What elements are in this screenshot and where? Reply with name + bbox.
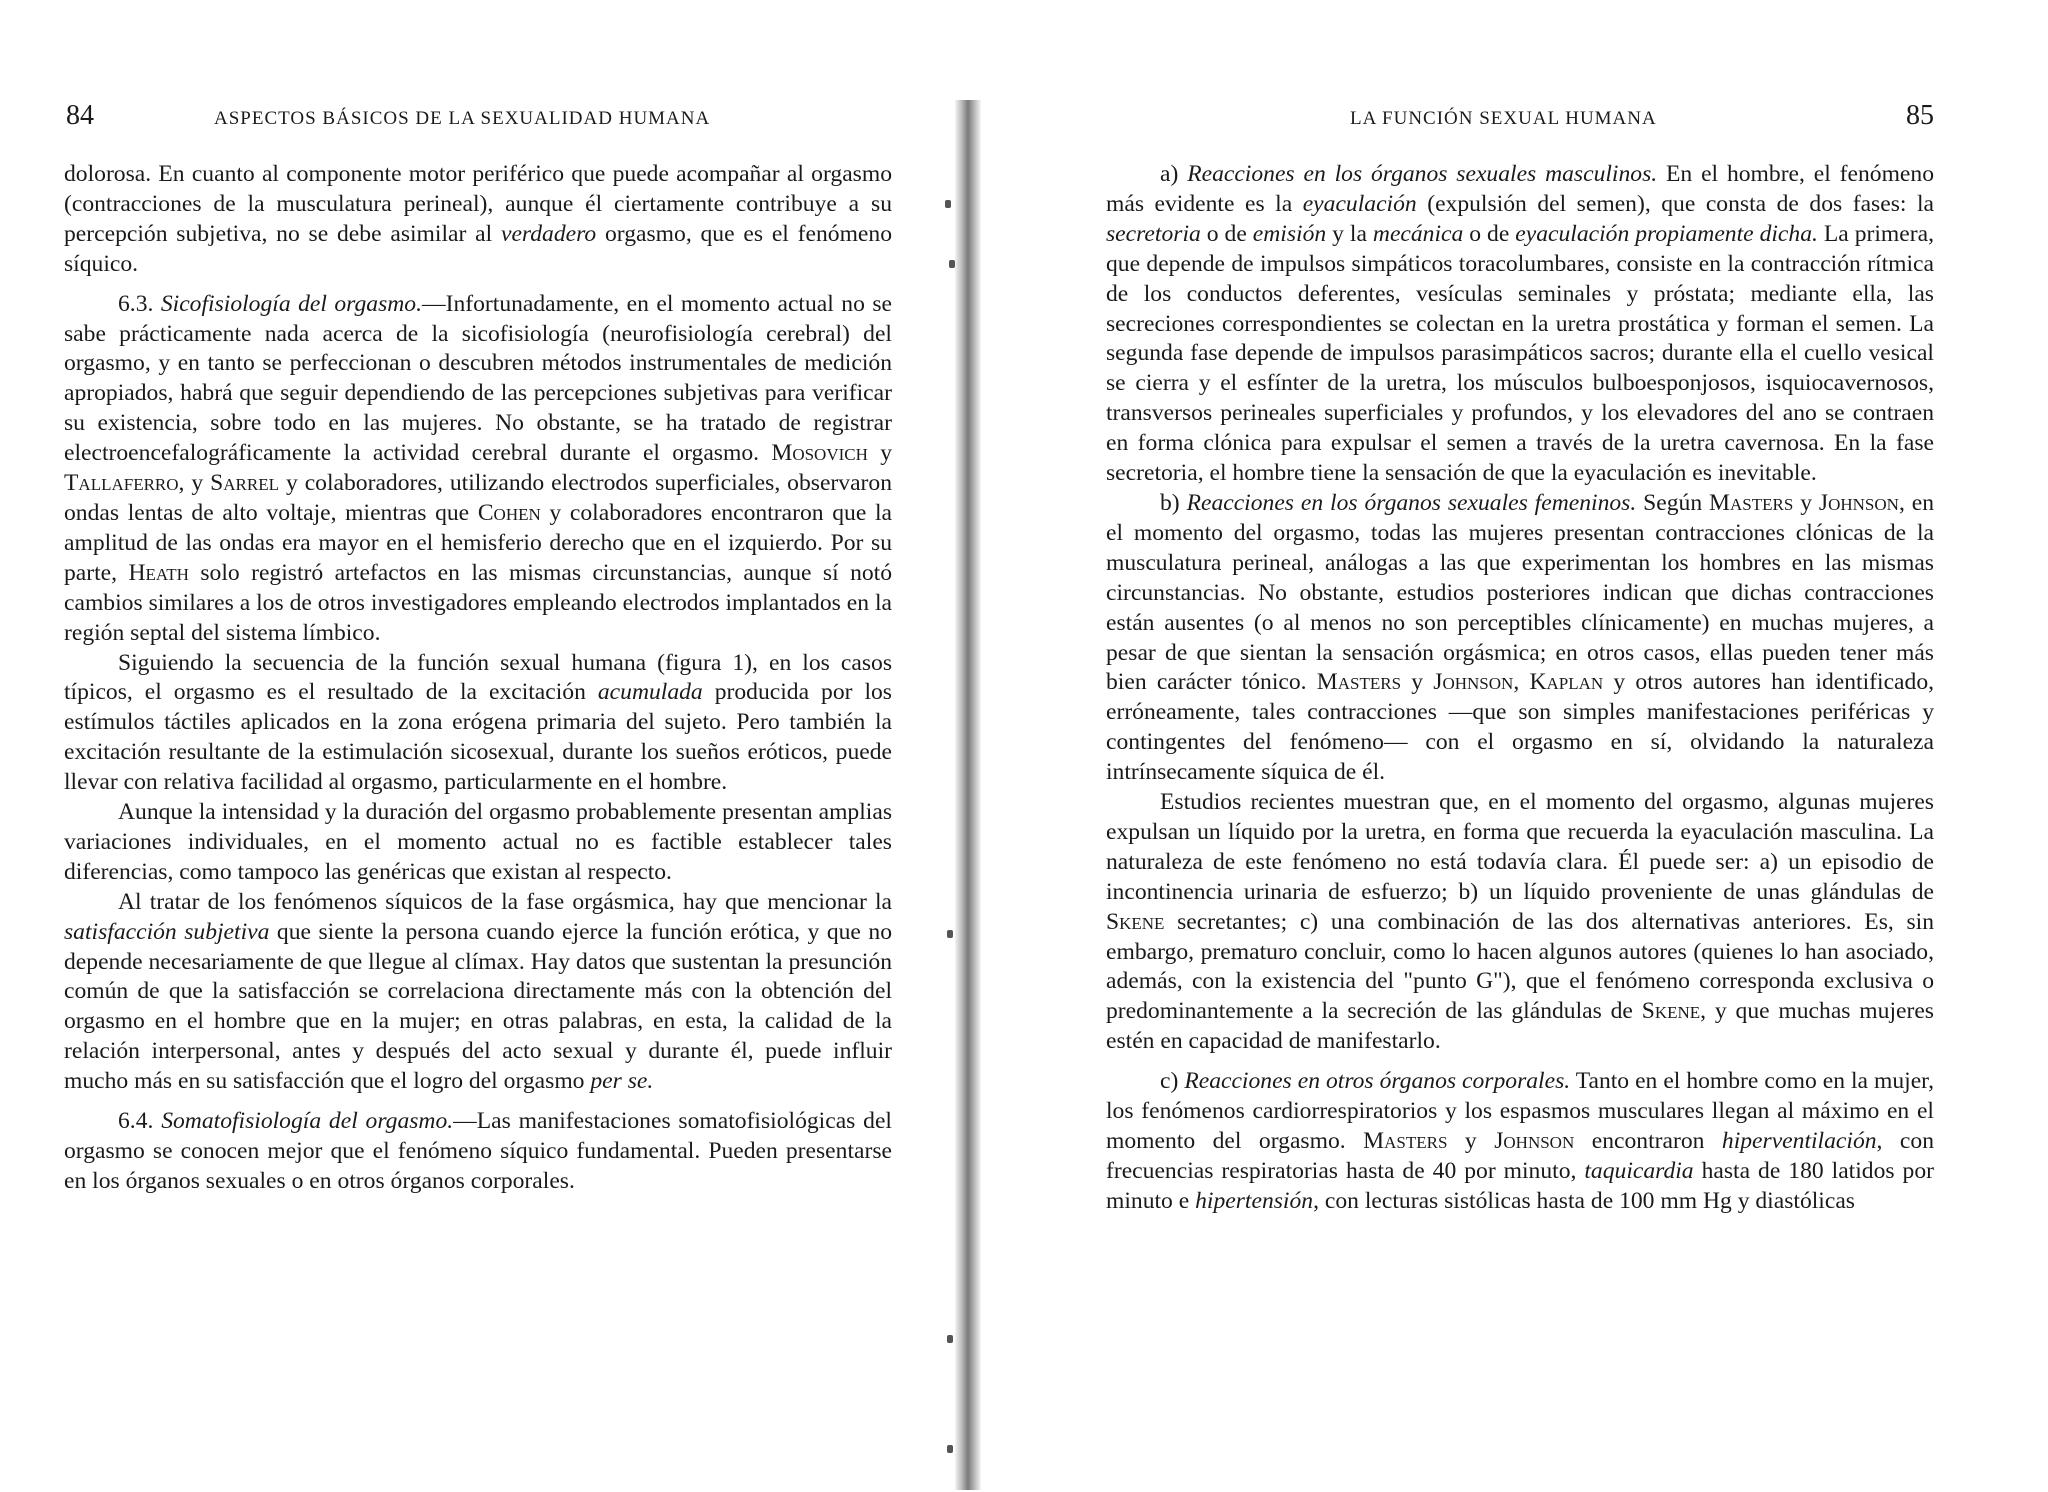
left-page — [64, 0, 892, 1492]
gutter-mark — [947, 1445, 953, 1453]
section-number: 6.3. — [118, 290, 154, 317]
left-page-header — [64, 100, 892, 140]
section-6-4: 6.4. Somatofisiología del orgasmo.—Las manifestaciones somatofisiológicas del orgasmo se conocen mejor que el fenómeno síquico fundamental. Pueden presentarse en los órganos sexuales o en otros órganos corporales. — [64, 1108, 892, 1194]
book-gutter — [955, 100, 981, 1490]
gutter-mark — [947, 930, 953, 938]
section-6-3: 6.3. Sicofisiología del orgasmo.—Infortunadamente, en el momento actual no se sabe prácticamente nada acerca de la sicofisiología (neurofisiología cerebral) del orgasmo, y en tanto se perfeccionan o descubren métodos instrumentales de medición apropiados, habrá que seguir dependiendo de las percepciones subjetivas para verificar su existencia, sobre todo en las mujeres. No obstante, se ha tratado de registrar electroencefalográficamente la actividad cerebral durante el orgasmo. Mosovich y Tallaferro, y Sarrel y colaboradores, utilizando electrodos superficiales, observaron ondas lentas de alto voltaje, mientras que Cohen y colaboradores encontraron que la amplitud de las ondas era mayor en el hemisferio derecho que en el izquierdo. Por su parte, Heath solo registró artefactos en las mismas circunstancias, aunque sí notó cambios similares a los de otros investigadores empleando electrodos implantados en la región septal del sistema límbico. — [64, 290, 893, 646]
section-title: Somatofisiología del orgasmo. — [161, 1108, 454, 1135]
subsection-a: a) Reacciones en los órganos sexuales masculinos. En el hombre, el fenómeno más evidente es la eyaculación (expulsión del semen), que consta de dos fases: la secretoria o de emisión y la mecánica o de eyaculación propiamente dicha. La primera, que depende de impulsos simpáticos toracolumbares, consiste en la contracción rítmica de los conductos deferentes, vesículas seminales y próstata; mediante ella, las secreciones correspondientes se colectan en la uretra prostática y forman el semen. La segunda fase depende de impulsos parasimpáticos sacros; durante ella el cuello vesical se cierra y el esfínter de la uretra, los músculos bulboesponjosos, isquiocavernosos, transversos perineales superficiales y profundos, y los elevadores del ano se contraen en forma clónica para expulsar el semen a través de la uretra cavernosa. En la fase secretoria, el hombre tiene la sensación de que la eyaculación es inevitable. — [1106, 161, 1934, 487]
right-page-header — [1106, 100, 1934, 140]
section-number: 6.4. — [118, 1108, 154, 1135]
page-number: 85 — [1906, 100, 1934, 131]
paragraph: dolorosa. En cuanto al componente motor periférico que puede acompañar al orgasmo (contracciones de la musculatura perineal), aunque él ciertamente contribuye a su percepción subjetiva, no se debe asimilar al verdadero orgasmo, que es el fenómeno síquico. — [64, 161, 892, 277]
paragraph: Aunque la intensidad y la duración del orgasmo probablemente presentan amplias variaciones individuales, en el momento actual no es factible establecer tales diferencias, como tampoco las genéricas que existan al respecto. — [64, 799, 892, 885]
page-number: 84 — [66, 100, 94, 131]
right-page — [1106, 0, 1934, 1492]
subsection-title: Reacciones en los órganos sexuales femeninos. — [1186, 489, 1637, 516]
left-page-body — [64, 160, 892, 1197]
running-head: LA FUNCIÓN SEXUAL HUMANA — [1350, 108, 1657, 129]
subsection-b: b) Reacciones en los órganos sexuales femeninos. Según Masters y Johnson, en el momento del orgasmo, todas las mujeres presentan contracciones clónicas de la musculatura perineal, análogas a las que experimentan los hombres en las mismas circunstancias. No obstante, estudios posteriores indican que dichas contracciones están ausentes (o al menos no son perceptibles clínicamente) en muchas mujeres, a pesar de que sientan la sensación orgásmica; en otros casos, ellas pueden tener más bien carácter tónico. Masters y Johnson, Kaplan y otros autores han identificado, erróneamente, tales contracciones —que son simples manifestaciones periféricas y contingentes del fenómeno— con el orgasmo en sí, olvidando la naturaleza intrínsecamente síquica de él. — [1106, 489, 1935, 786]
gutter-mark — [949, 260, 955, 268]
running-head: ASPECTOS BÁSICOS DE LA SEXUALIDAD HUMANA — [214, 108, 711, 129]
subsection-c: c) Reacciones en otros órganos corporales. Tanto en el hombre como en la mujer, los fenómenos cardiorrespiratorios y los espasmos musculares llegan al máximo en el momento del orgasmo. Masters y Johnson encontraron hiperventilación, con frecuencias respiratorias hasta de 40 por minuto, taquicardia hasta de 180 latidos por minuto e hipertensión, con lecturas sistólicas hasta de 100 mm Hg y diastólicas — [1106, 1068, 1935, 1214]
paragraph: Siguiendo la secuencia de la función sexual humana (figura 1), en los casos típicos, el orgasmo es el resultado de la excitación acumulada producida por los estímulos táctiles aplicados en la zona erógena primaria del sujeto. Pero también la excitación resultante de la estimulación sicosexual, durante los sueños eróticos, puede llevar con relativa facilidad al orgasmo, particularmente en el hombre. — [64, 649, 892, 796]
gutter-mark — [947, 1335, 953, 1343]
subsection-title: Reacciones en los órganos sexuales masculinos. — [1187, 161, 1658, 187]
section-title: Sicofisiología del orgasmo. — [160, 290, 422, 317]
subsection-title: Reacciones en otros órganos corporales. — [1184, 1068, 1571, 1095]
gutter-mark — [945, 200, 951, 208]
paragraph: Al tratar de los fenómenos síquicos de la fase orgásmica, hay que mencionar la satisfacción subjetiva que siente la persona cuando ejerce la función erótica, y que no depende necesariamente de que llegue al clímax. Hay datos que sustentan la presunción común de que la satisfacción se correlaciona directamente más con la obtención del orgasmo en el hombre que en la mujer; en otras palabras, en esta, la calidad de la relación interpersonal, antes y después del acto sexual y durante él, puede influir mucho más en su satisfacción que el logro del orgasmo per se. — [64, 888, 892, 1095]
right-page-body — [1106, 160, 1934, 1217]
paragraph: Estudios recientes muestran que, en el momento del orgasmo, algunas mujeres expulsan un líquido por la uretra, en forma que recuerda la eyaculación masculina. La naturaleza de este fenómeno no está todavía clara. Él puede ser: a) un episodio de incontinencia urinaria de esfuerzo; b) un líquido proveniente de unas glándulas de Skene secretantes; c) una combinación de las dos alternativas anteriores. Es, sin embargo, prematuro concluir, como lo hacen algunos autores (quienes lo han asociado, además, con la existencia del "punto G"), que el fenómeno corresponda exclusiva o predominantemente a la secreción de las glándulas de Skene, y que muchas mujeres estén en capacidad de manifestarlo. — [1106, 789, 1934, 1055]
